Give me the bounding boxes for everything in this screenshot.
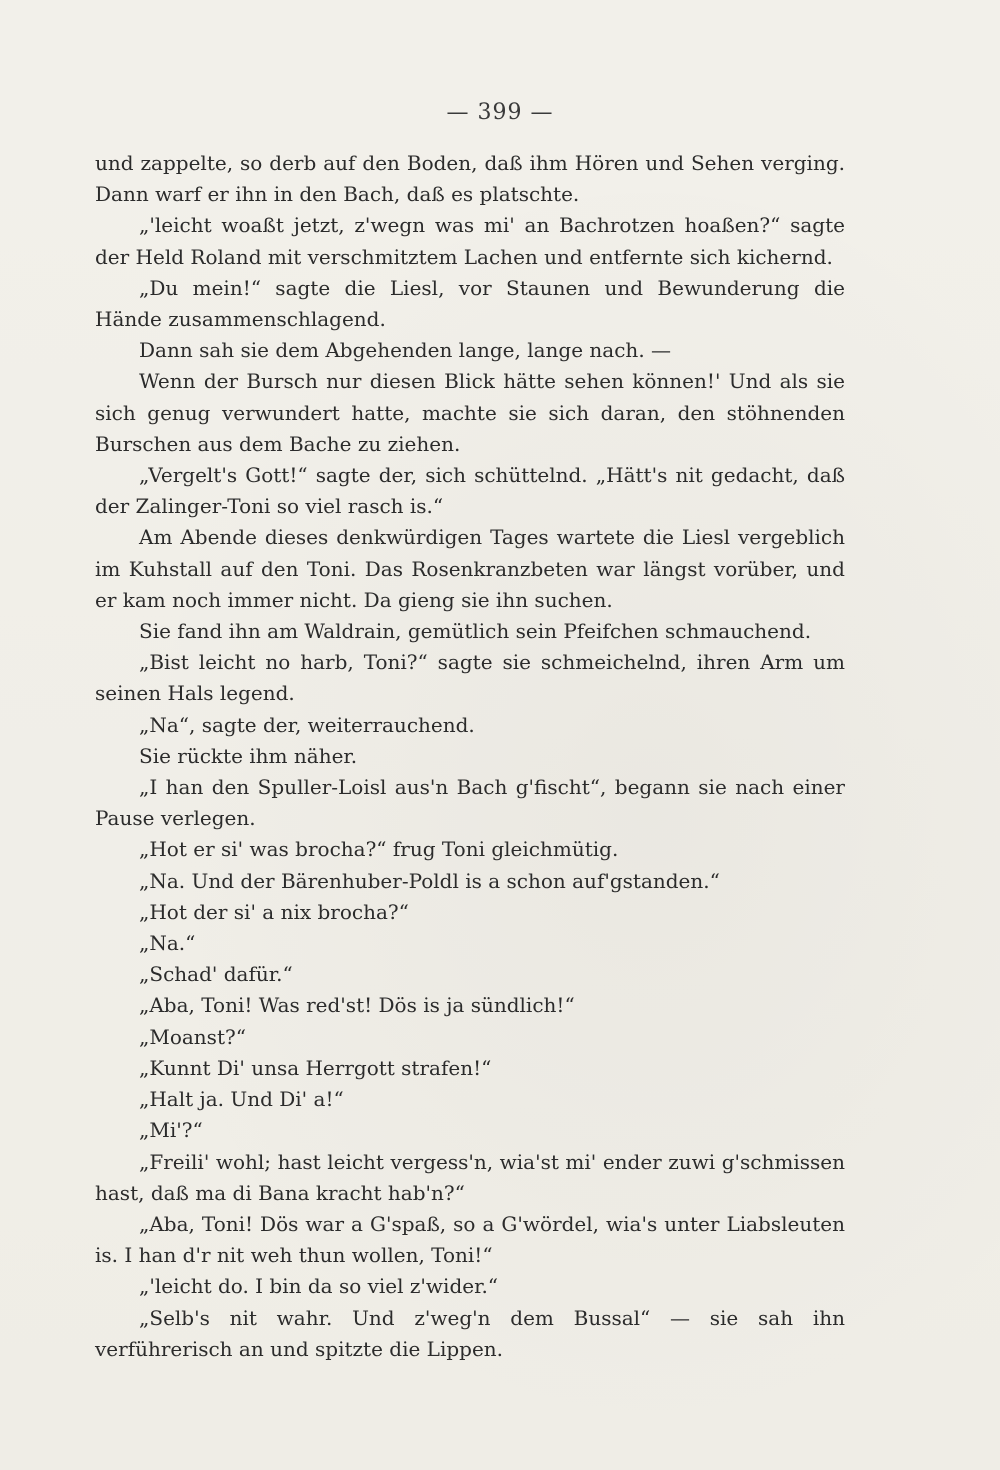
paragraph: Sie rückte ihm näher. bbox=[139, 743, 358, 768]
paragraph: „Vergelt's Gott!“ sagte der, sich schüttelnd. „Hätt's nit gedacht, daß der Zalinger-Toni so viel rasch is.“ bbox=[95, 463, 845, 519]
paragraph: „Aba, Toni! Was red'st! Dös is ja sündlich!“ bbox=[139, 993, 575, 1018]
paragraph: „Freili' wohl; hast leicht vergess'n, wia'st mi' ender zuwi g'schmissen hast, daß ma di Bana kracht hab'n?“ bbox=[95, 1149, 845, 1205]
page-number: — 399 — bbox=[446, 100, 554, 125]
paragraph: Dann sah sie dem Abgehenden lange, lange nach. — bbox=[139, 338, 672, 363]
paragraph: „Bist leicht no harb, Toni?“ sagte sie schmeichelnd, ihren Arm um seinen Hals legend. bbox=[95, 650, 845, 706]
paragraph: „Mi'?“ bbox=[139, 1118, 203, 1143]
paragraph: „'leicht woaßt jetzt, z'wegn was mi' an Bachrotzen hoaßen?“ sagte der Held Roland mit verschmitztem Lachen und entfernte sich kichernd. bbox=[95, 213, 845, 269]
paragraph: Am Abende dieses denkwürdigen Tages wartete die Liesl vergeblich im Kuhstall auf den Toni. Das Rosenkranzbeten war längst vorüber, und er kam noch immer nicht. Da gieng sie ihn suchen. bbox=[95, 525, 845, 612]
paragraph: „Aba, Toni! Dös war a G'spaß, so a G'wördel, wia's unter Liabsleuten is. I han d'r nit weh thun wollen, Toni!“ bbox=[95, 1211, 845, 1268]
paragraph: „Hot der si' a nix brocha?“ bbox=[139, 899, 409, 924]
paragraph: „Na. Und der Bärenhuber-Poldl is a schon auf'gstanden.“ bbox=[139, 868, 720, 893]
paragraph: Wenn der Bursch nur diesen Blick hätte sehen können!' Und als sie sich genug verwundert hatte, machte sie sich daran, den stöhnenden Burschen aus dem Bache zu ziehen. bbox=[95, 369, 845, 456]
paragraph: „Moanst?“ bbox=[139, 1024, 246, 1049]
paragraph: „I han den Spuller-Loisl aus'n Bach g'fischt“, begann sie nach einer Pause verlegen. bbox=[95, 775, 845, 831]
paragraph: „'leicht do. I bin da so viel z'wider.“ bbox=[139, 1274, 499, 1299]
paragraph: „Hot er si' was brocha?“ frug Toni gleichmütig. bbox=[139, 837, 619, 862]
paragraph: „Schad' dafür.“ bbox=[139, 962, 293, 987]
paragraph: „Na.“ bbox=[139, 931, 196, 956]
paragraph: Sie fand ihn am Waldrain, gemütlich sein Pfeifchen schmauchend. bbox=[139, 619, 812, 644]
paragraph: „Na“, sagte der, weiterrauchend. bbox=[139, 712, 475, 737]
paragraph: und zappelte, so derb auf den Boden, daß ihm Hören und Sehen verging. Dann warf er ihn in den Bach, daß es platschte. bbox=[95, 151, 845, 207]
paragraph: „Halt ja. Und Di' a!“ bbox=[139, 1087, 344, 1112]
body-text bbox=[95, 148, 845, 1365]
paragraph: „Kunnt Di' unsa Herrgott strafen!“ bbox=[139, 1055, 492, 1080]
paragraph: „Selb's nit wahr. Und z'weg'n dem Bussal“ — sie sah ihn verführerisch an und spitzte die Lippen. bbox=[95, 1305, 845, 1361]
paragraph: „Du mein!“ sagte die Liesl, vor Staunen und Bewunderung die Hände zusammenschlagend. bbox=[95, 275, 845, 332]
